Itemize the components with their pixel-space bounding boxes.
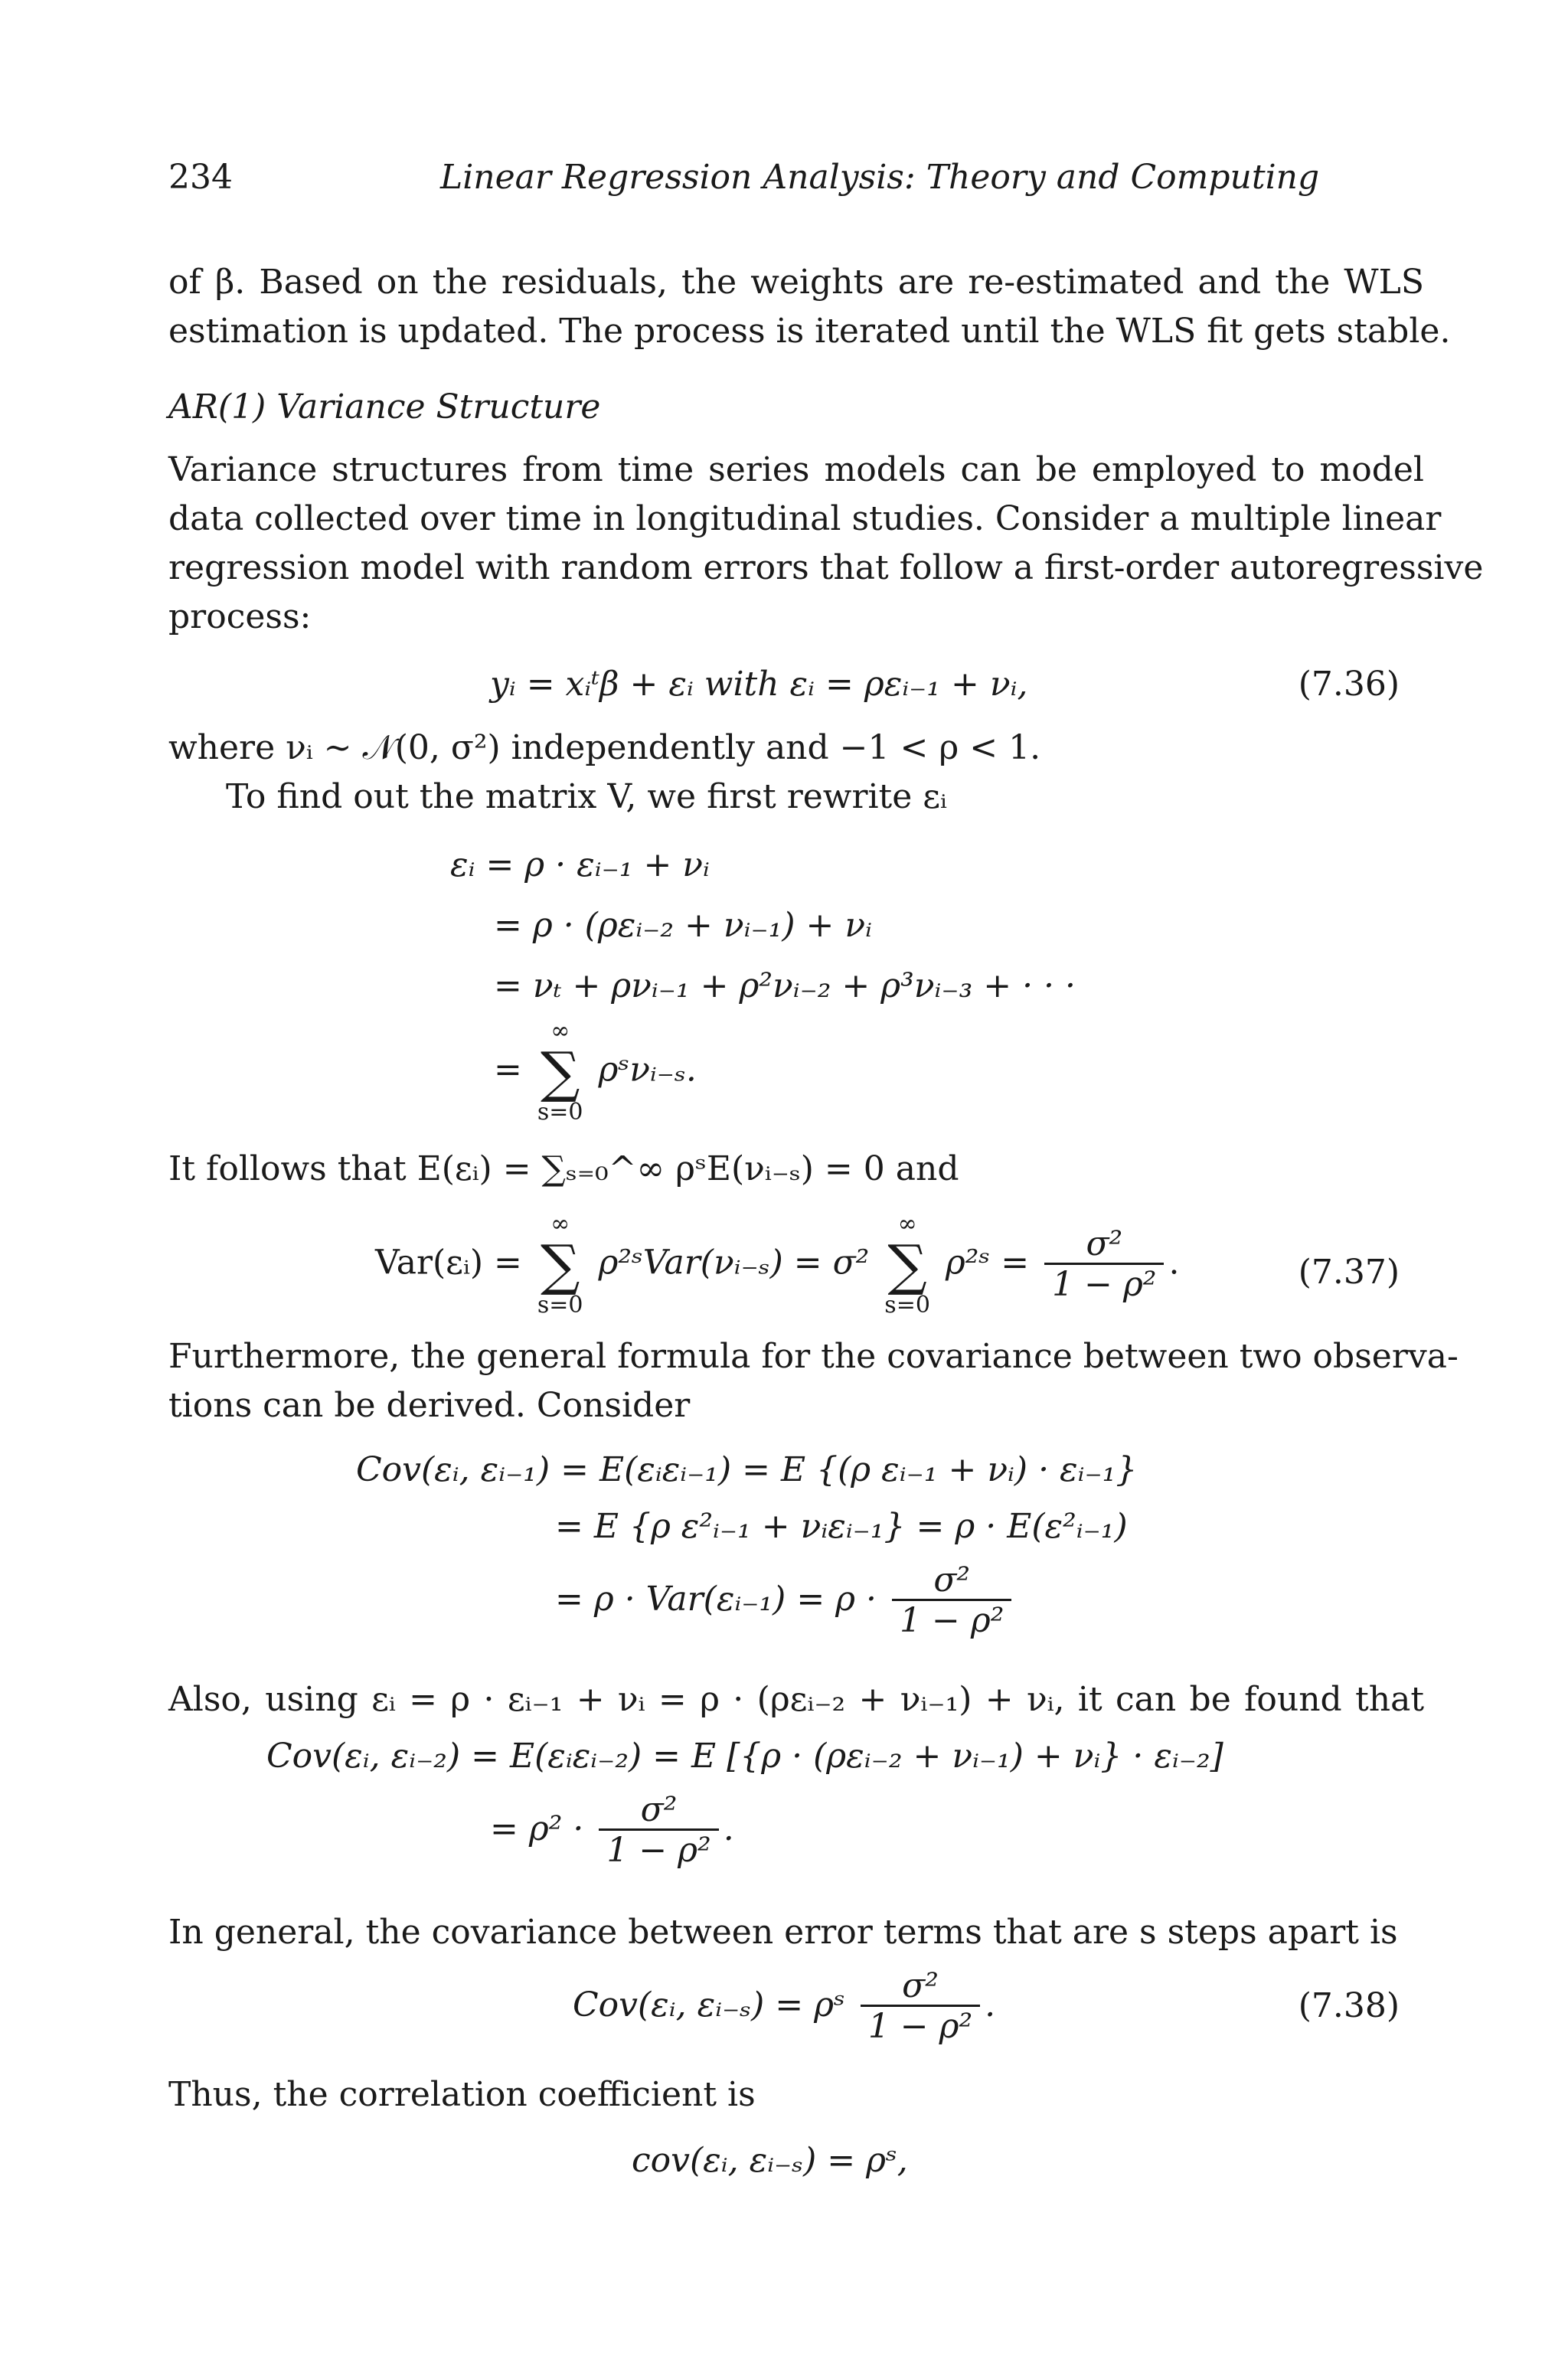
equals-sign: = — [494, 1050, 522, 1090]
summation — [537, 1211, 583, 1319]
cov1-line-1: Cov(εᵢ, εᵢ₋₁) = E(εᵢεᵢ₋₁) = E {(ρ εᵢ₋₁ + νᵢ) · εᵢ₋₁} — [356, 1450, 1138, 1489]
summation-sigma: ∑ — [540, 1040, 580, 1104]
para1-line1: of β. Based on the residuals, the weights are re-estimated and the WLS — [168, 263, 1424, 302]
summation-upper-limit: ∞ — [550, 1211, 570, 1237]
equation-number-7-36: (7.36) — [1298, 665, 1400, 704]
general-line: In general, the covariance between error terms that are s steps apart is — [168, 1913, 1398, 1952]
rewrite-line-2: = ρ · (ρεᵢ₋₂ + νᵢ₋₁) + νᵢ — [494, 906, 872, 945]
equation-number-7-37: (7.37) — [1298, 1253, 1400, 1292]
fraction-denominator: 1 − ρ² — [892, 1599, 1011, 1641]
summation-upper-limit: ∞ — [897, 1211, 917, 1237]
cov1-line-3 — [555, 1562, 1016, 1641]
summation-term: ρˢνᵢ₋ₛ. — [598, 1050, 697, 1090]
var-middle-1: ρ²ˢVar(νᵢ₋ₛ) = σ² — [598, 1243, 870, 1283]
fraction-denominator: 1 − ρ² — [1044, 1263, 1164, 1305]
fraction-numerator: σ² — [933, 1560, 971, 1600]
para2-line4: process: — [168, 597, 312, 636]
running-title: Linear Regression Analysis: Theory and Computing — [440, 158, 1320, 197]
equation-7-37 — [375, 1211, 1179, 1319]
summation-sigma: ∑ — [887, 1233, 927, 1297]
thus-line: Thus, the correlation coefficient is — [168, 2075, 756, 2114]
follows-line: It follows that E(εᵢ) = ∑ₛ₌₀^∞ ρˢE(νᵢ₋ₛ) = 0 and — [168, 1149, 959, 1188]
cov1-line-3-prefix: = ρ · Var(εᵢ₋₁) = ρ · — [555, 1580, 877, 1619]
rewrite-line-4 — [494, 1018, 697, 1126]
summation-lower-limit: s=0 — [537, 1099, 583, 1126]
section-heading: AR(1) Variance Structure — [168, 387, 601, 426]
fraction-numerator: σ² — [902, 1966, 939, 2005]
fraction — [1044, 1226, 1164, 1305]
summation-sigma: ∑ — [540, 1233, 580, 1297]
summation-lower-limit: s=0 — [884, 1292, 930, 1319]
rewrite-line-1: εᵢ = ρ · εᵢ₋₁ + νᵢ — [450, 845, 710, 884]
equation-7-36: yᵢ = xᵢᵗβ + εᵢ with εᵢ = ρεᵢ₋₁ + νᵢ, — [490, 665, 1028, 704]
summation-upper-limit: ∞ — [550, 1018, 570, 1044]
rewrite-intro-line: To find out the matrix V, we first rewrite εᵢ — [226, 777, 947, 816]
cov2-line-2-prefix: = ρ² · — [490, 1809, 584, 1848]
correlation-equation: cov(εᵢ, εᵢ₋ₛ) = ρˢ, — [632, 2141, 908, 2180]
fraction-numerator: σ² — [640, 1790, 678, 1829]
where-line: where νᵢ ∼ 𝒩(0, σ²) independently and −1 < ρ < 1. — [168, 728, 1041, 767]
period: . — [723, 1809, 734, 1848]
fraction-denominator: 1 − ρ² — [599, 1828, 718, 1871]
summation — [537, 1018, 583, 1126]
cov2-line-2 — [490, 1792, 734, 1871]
para1-line2: estimation is updated. The process is iterated until the WLS fit gets stable. — [168, 312, 1451, 351]
equation-7-38 — [573, 1968, 995, 2047]
fraction — [861, 1968, 980, 2047]
fraction-denominator: 1 − ρ² — [861, 2005, 980, 2047]
summation — [884, 1211, 930, 1319]
para3-line1: Furthermore, the general formula for the covariance between two observa- — [168, 1337, 1459, 1376]
period: . — [1168, 1243, 1180, 1283]
fraction-numerator: σ² — [1086, 1224, 1123, 1263]
fraction — [599, 1792, 718, 1871]
cov1-line-2: = E {ρ ε²ᵢ₋₁ + νᵢεᵢ₋₁} = ρ · E(ε²ᵢ₋₁) — [555, 1507, 1128, 1546]
var-middle-2: ρ²ˢ = — [945, 1243, 1030, 1283]
para2-line3: regression model with random errors that follow a first-order autoregressive — [168, 548, 1484, 587]
equation-number-7-38: (7.38) — [1298, 1986, 1400, 2025]
page-number: 234 — [168, 158, 233, 197]
cov2-line-1: Cov(εᵢ, εᵢ₋₂) = E(εᵢεᵢ₋₂) = E [{ρ · (ρεᵢ₋₂ + νᵢ₋₁) + νᵢ} · εᵢ₋₂] — [266, 1737, 1223, 1776]
summation-lower-limit: s=0 — [537, 1292, 583, 1319]
also-line: Also, using εᵢ = ρ · εᵢ₋₁ + νᵢ = ρ · (ρεᵢ₋₂ + νᵢ₋₁) + νᵢ, it can be found that — [168, 1680, 1425, 1719]
para2-line1: Variance structures from time series models can be employed to model — [168, 450, 1424, 489]
fraction — [892, 1562, 1011, 1641]
para3-line2: tions can be derived. Consider — [168, 1386, 691, 1425]
cov-s-prefix: Cov(εᵢ, εᵢ₋ₛ) = ρˢ — [573, 1985, 845, 2024]
rewrite-line-3: = νₜ + ρνᵢ₋₁ + ρ²νᵢ₋₂ + ρ³νᵢ₋₃ + · · · — [494, 966, 1076, 1005]
para2-line2: data collected over time in longitudinal studies. Consider a multiple linear — [168, 499, 1442, 538]
var-lhs: Var(εᵢ) = — [375, 1243, 522, 1283]
period: . — [985, 1985, 996, 2024]
